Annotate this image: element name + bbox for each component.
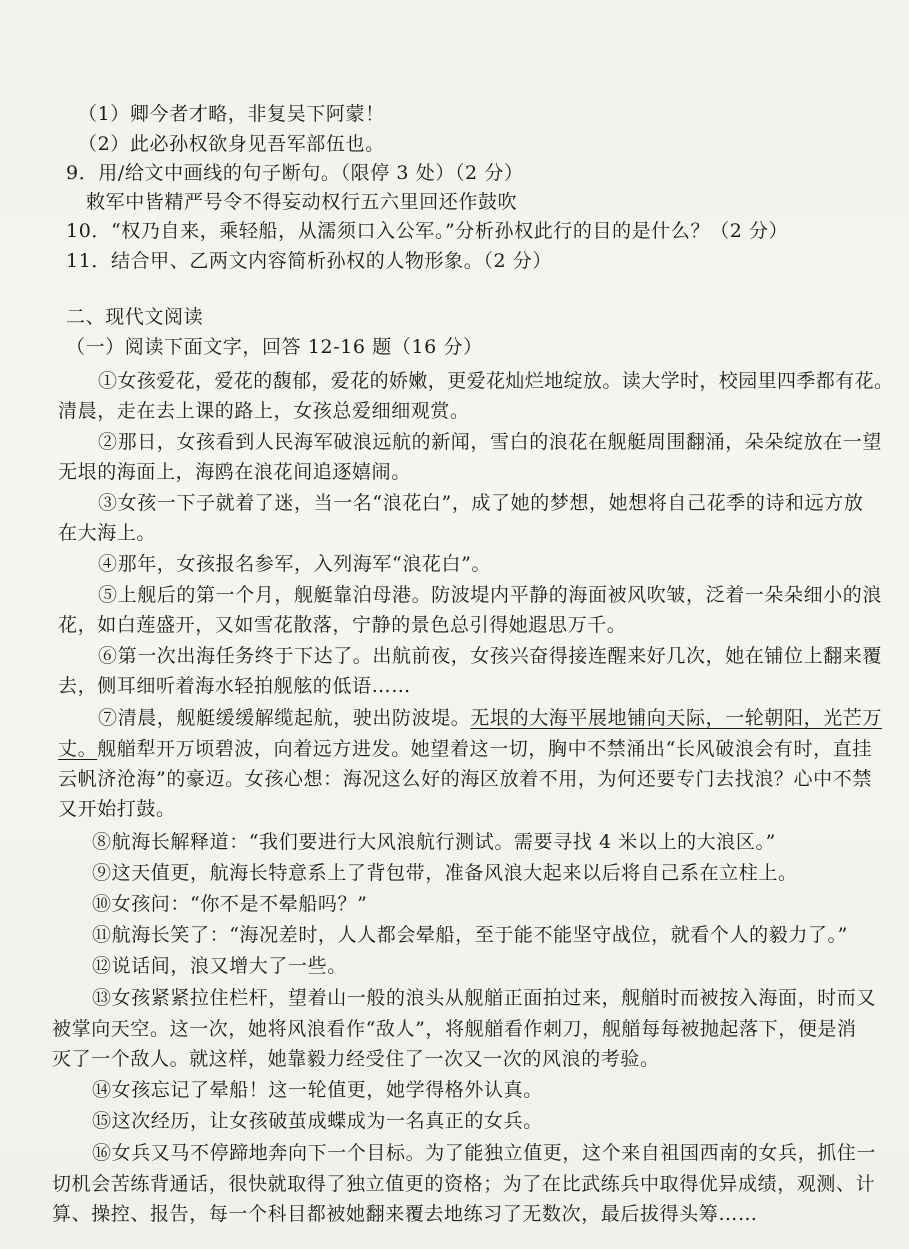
underlined-sentence: 无垠的大海平展地铺向天际，一轮朝阳，光芒万 bbox=[470, 707, 883, 729]
paragraph-1-line-1: ①女孩爱花，爱花的馥郁，爱花的娇嫩，更爱花灿烂地绽放。读大学时，校园里四季都有花。 bbox=[98, 370, 894, 392]
paragraph-13-line-1: ⑬女孩紧紧拉住栏杆，望着山一般的浪头从舰艏正面拍过来，舰艏时而被按入海面，时而又 bbox=[92, 987, 877, 1009]
section-subtitle: （一）阅读下面文字，回答 12-16 题（16 分） bbox=[66, 336, 483, 358]
question-8-item-2: （2）此必孙权欲身见吾军部伍也。 bbox=[78, 133, 385, 155]
question-9-sentence: 敕军中皆精严号令不得妄动权行五六里回还作鼓吹 bbox=[86, 191, 518, 213]
section-title: 二、现代文阅读 bbox=[66, 306, 204, 328]
paragraph-16-line-2: 切机会苦练背通话，很快就取得了独立值更的资格；为了在比武练兵中取得优异成绩，观测、计 bbox=[52, 1173, 876, 1195]
paragraph-7-line-4: 又开始打鼓。 bbox=[58, 798, 176, 820]
paragraph-5-line-2: 花，如白莲盛开，又如雪花散落，宁静的景色总引得她遐思万千。 bbox=[58, 614, 627, 636]
paragraph-7-line-3: 云帆济沧海”的豪迈。女孩心想：海况这么好的海区放着不用，为何还要专门去找浪？心中不禁 bbox=[58, 768, 872, 790]
paragraph-13-line-3: 灭了一个敌人。就这样，她靠毅力经受住了一次又一次的风浪的考验。 bbox=[52, 1048, 660, 1070]
paragraph-11: ⑪航海长笑了：“海况差时，人人都会晕船，至于能不能坚守战位，就看个人的毅力了。” bbox=[92, 924, 848, 946]
paragraph-3-line-2: 在大海上。 bbox=[58, 522, 157, 544]
paragraph-5-line-1: ⑤上舰后的第一个月，舰艇靠泊母港。防波堤内平静的海面被风吹皱，泛着一朵朵细小的浪 bbox=[98, 584, 883, 606]
paragraph-16-line-1: ⑯女兵又马不停蹄地奔向下一个目标。为了能独立值更，这个来自祖国西南的女兵，抓住一 bbox=[92, 1142, 877, 1164]
paragraph-8: ⑧航海长解释道：“我们要进行大风浪航行测试。需要寻找 4 米以上的大浪区。” bbox=[92, 831, 776, 853]
paragraph-7-line-2 bbox=[58, 736, 872, 762]
paragraph-1-line-2: 清晨，走在去上课的路上，女孩总爱细细观赏。 bbox=[58, 400, 470, 422]
paragraph-13-line-2: 被掌向天空。这一次，她将风浪看作“敌人”，将舰艏看作刺刀，舰艏每每被抛起落下，便是消 bbox=[52, 1018, 857, 1040]
paragraph-7-text: 舰艏犁开万顷碧波，向着远方进发。她望着这一切，胸中不禁涌出“长风破浪会有时，直挂 bbox=[97, 738, 872, 760]
paragraph-7-text: ⑦清晨，舰艇缓缓解缆起航，驶出防波堤。 bbox=[98, 707, 471, 729]
paragraph-10: ⑩女孩问：“你不是不晕船吗？” bbox=[92, 893, 368, 915]
question-11: 11．结合甲、乙两文内容简析孙权的人物形象。（2 分） bbox=[66, 250, 553, 272]
paragraph-2-line-2: 无垠的海面上，海鸥在浪花间追逐嬉闹。 bbox=[58, 461, 411, 483]
paragraph-6-line-1: ⑥第一次出海任务终于下达了。出航前夜，女孩兴奋得接连醒来好几次，她在铺位上翻来覆 bbox=[98, 645, 883, 667]
paragraph-4: ④那年，女孩报名参军，入列海军“浪花白”。 bbox=[98, 553, 492, 575]
paragraph-7-line-1 bbox=[98, 705, 882, 731]
paragraph-2-line-1: ②那日，女孩看到人民海军破浪远航的新闻，雪白的浪花在舰艇周围翻涌，朵朵绽放在一望 bbox=[98, 431, 883, 453]
paragraph-15: ⑮这次经历，让女孩破茧成蝶成为一名真正的女兵。 bbox=[92, 1110, 543, 1132]
underlined-sentence-end: 丈。 bbox=[58, 738, 98, 760]
paragraph-6-line-2: 去，侧耳细听着海水轻拍舰舷的低语…… bbox=[58, 675, 411, 697]
question-8-item-1: （1）卿今者才略，非复吴下阿蒙！ bbox=[78, 103, 385, 125]
question-10: 10．“权乃自来，乘轻船，从濡须口入公军。”分析孙权此行的目的是什么？（2 分） bbox=[66, 220, 789, 242]
question-9: 9．用/给文中画线的句子断句。（限停 3 处）（2 分） bbox=[66, 162, 524, 184]
paragraph-12: ⑫说话间，浪又增大了一些。 bbox=[92, 955, 347, 977]
paragraph-9: ⑨这天值更，航海长特意系上了背包带，准备风浪大起来以后将自己系在立柱上。 bbox=[92, 862, 798, 884]
paragraph-16-line-3: 算、操控、报告，每一个科目都被她翻来覆去地练习了无数次，最后拔得头筹…… bbox=[52, 1203, 758, 1225]
paragraph-3-line-1: ③女孩一下子就着了迷，当一名“浪花白”，成了她的梦想，她想将自己花季的诗和远方放 bbox=[98, 492, 864, 514]
paragraph-14: ⑭女孩忘记了晕船！这一轮值更，她学得格外认真。 bbox=[92, 1079, 543, 1101]
